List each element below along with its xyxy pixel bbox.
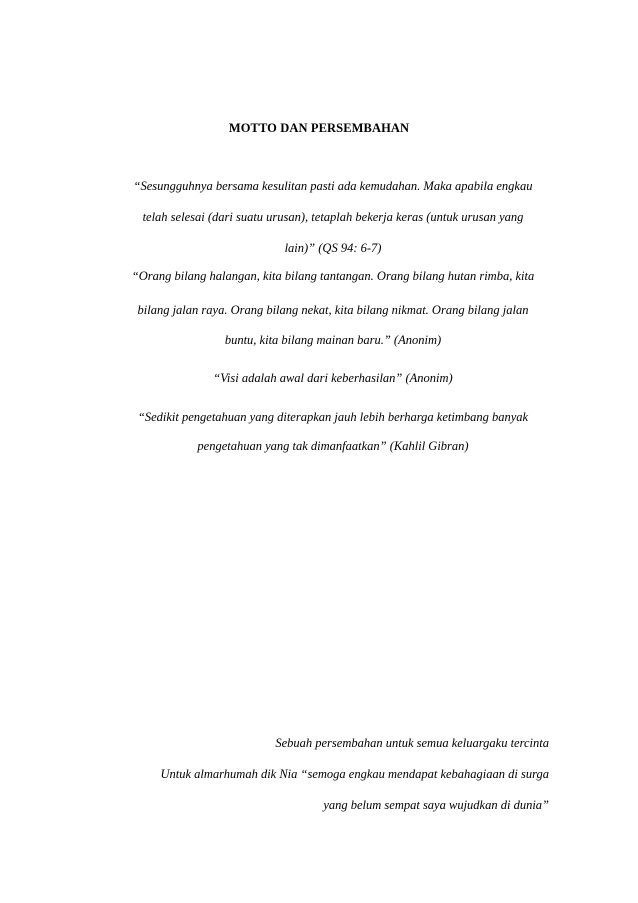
quote-2-line-1: “Orang bilang halangan, kita bilang tantangan. Orang bilang hutan rimba, kita (131, 269, 535, 283)
dedication-line-2: Untuk almarhumah dik Nia “semoga engkau mendapat kebahagiaan di surga (160, 767, 549, 781)
quote-2-line-2: bilang jalan raya. Orang bilang nekat, kita bilang nikmat. Orang bilang jalan (137, 303, 529, 317)
quote-4-line-1: “Sedikit pengetahuan yang diterapkan jauh lebih berharga ketimbang banyak (137, 410, 529, 424)
quote-1-line-3: lain)” (QS 94: 6-7) (284, 241, 382, 255)
dedication-line-1: Sebuah persembahan untuk semua keluargaku tercinta (275, 736, 549, 750)
page-title: MOTTO DAN PERSEMBAHAN (228, 121, 410, 135)
quote-1-line-2: telah selesai (dari suatu urusan), tetaplah bekerja keras (untuk urusan yang (142, 210, 524, 224)
quote-1-line-1: “Sesungguhnya bersama kesulitan pasti ada kemudahan. Maka apabila engkau (133, 179, 533, 193)
dedication-line-3: yang belum sempat saya wujudkan di dunia” (323, 798, 549, 812)
quote-2-line-3: buntu, kita bilang mainan baru.” (Anonim) (224, 333, 442, 347)
quote-3-line-1: “Visi adalah awal dari keberhasilan” (Anonim) (213, 371, 453, 385)
quote-4-line-2: pengetahuan yang tak dimanfaatkan” (Kahlil Gibran) (197, 439, 469, 453)
